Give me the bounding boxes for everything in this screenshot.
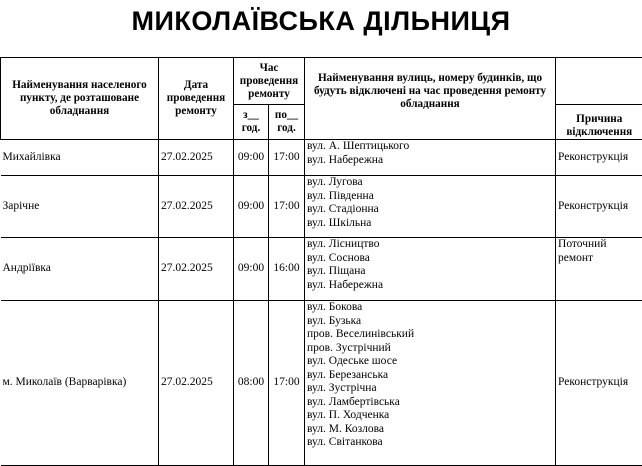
street-item: вул. Лісництво bbox=[307, 238, 380, 250]
reason-cell: Реконструкція bbox=[556, 140, 642, 176]
time-from-cell: 09:00 bbox=[234, 238, 269, 301]
street-item: вул. П. Ходченка bbox=[307, 409, 390, 421]
street-item: пров. Зустрічний bbox=[307, 341, 391, 354]
street-item: вул. Південна bbox=[307, 189, 374, 202]
street-item: вул. Одеське шосе bbox=[307, 355, 398, 367]
time-from-cell: 08:00 bbox=[234, 301, 269, 466]
header-row bbox=[1, 58, 642, 105]
settlement-cell: м. Миколаїв (Варварівка) bbox=[1, 301, 159, 466]
header-reason: Причина відключення bbox=[556, 105, 642, 140]
header-date: Дата проведення ремонту bbox=[159, 58, 234, 140]
street-item: вул. Набережна bbox=[307, 278, 384, 291]
time-to-cell: 17:00 bbox=[269, 176, 305, 238]
settlement-cell: Андріївка bbox=[1, 238, 159, 301]
settlement-cell: Михайлівка bbox=[1, 140, 159, 176]
reason-cell: Реконструкція bbox=[556, 301, 642, 466]
date-cell: 27.02.2025 bbox=[159, 140, 234, 176]
streets-cell bbox=[305, 140, 556, 176]
header-time-group: Час проведення ремонту bbox=[234, 58, 305, 105]
reason-cell: Поточний ремонт bbox=[556, 238, 642, 301]
date-cell: 27.02.2025 bbox=[159, 176, 234, 238]
street-item: вул. Бузька bbox=[307, 314, 362, 327]
table-row bbox=[1, 238, 642, 301]
date-cell: 27.02.2025 bbox=[159, 238, 234, 301]
street-item: вул. Набережна bbox=[307, 153, 384, 166]
time-to-cell: 17:00 bbox=[269, 140, 305, 176]
time-to-cell: 17:00 bbox=[269, 301, 305, 466]
street-item: вул. А. Шептицького bbox=[307, 140, 410, 152]
street-item: вул. Зустрічна bbox=[307, 382, 377, 394]
outage-table bbox=[0, 57, 642, 466]
header-empty-cell bbox=[556, 58, 642, 105]
street-item: вул. М. Козлова bbox=[307, 422, 385, 435]
header-settlement: Найменування населеного пункту, де розташоване обладнання bbox=[1, 58, 159, 140]
date-cell: 27.02.2025 bbox=[159, 301, 234, 466]
page-title: МИКОЛАЇВСЬКА ДІЛЬНИЦЯ bbox=[131, 6, 511, 36]
street-item: вул. Соснова bbox=[307, 251, 370, 264]
header-time-to: по__ год. bbox=[269, 105, 305, 140]
reason-cell: Реконструкція bbox=[556, 176, 642, 238]
table-row bbox=[1, 176, 642, 238]
street-item: вул. Шкільна bbox=[307, 216, 372, 229]
streets-cell bbox=[305, 176, 556, 238]
street-item: вул. Світанкова bbox=[307, 436, 383, 448]
street-item: вул. Бокова bbox=[307, 301, 363, 313]
time-from-cell: 09:00 bbox=[234, 176, 269, 238]
time-from-cell: 09:00 bbox=[234, 140, 269, 176]
street-item: вул. Стадіонна bbox=[307, 203, 379, 215]
streets-cell bbox=[305, 301, 556, 466]
table-row bbox=[1, 140, 642, 176]
street-item: вул. Березанська bbox=[307, 368, 389, 381]
street-item: вул. Піщана bbox=[307, 265, 366, 277]
table-row bbox=[1, 301, 642, 466]
streets-cell bbox=[305, 238, 556, 301]
settlement-cell: Зарічне bbox=[1, 176, 159, 238]
street-item: вул. Ламбертівська bbox=[307, 395, 400, 408]
header-time-from: з__ год. bbox=[234, 105, 269, 140]
street-item: вул. Лугова bbox=[307, 176, 363, 188]
street-item: пров. Веселинівський bbox=[307, 328, 415, 340]
time-to-cell: 16:00 bbox=[269, 238, 305, 301]
header-streets: Найменування вулиць, номеру будинків, що будуть відключені на час проведення ремонту обладнання bbox=[305, 58, 556, 140]
